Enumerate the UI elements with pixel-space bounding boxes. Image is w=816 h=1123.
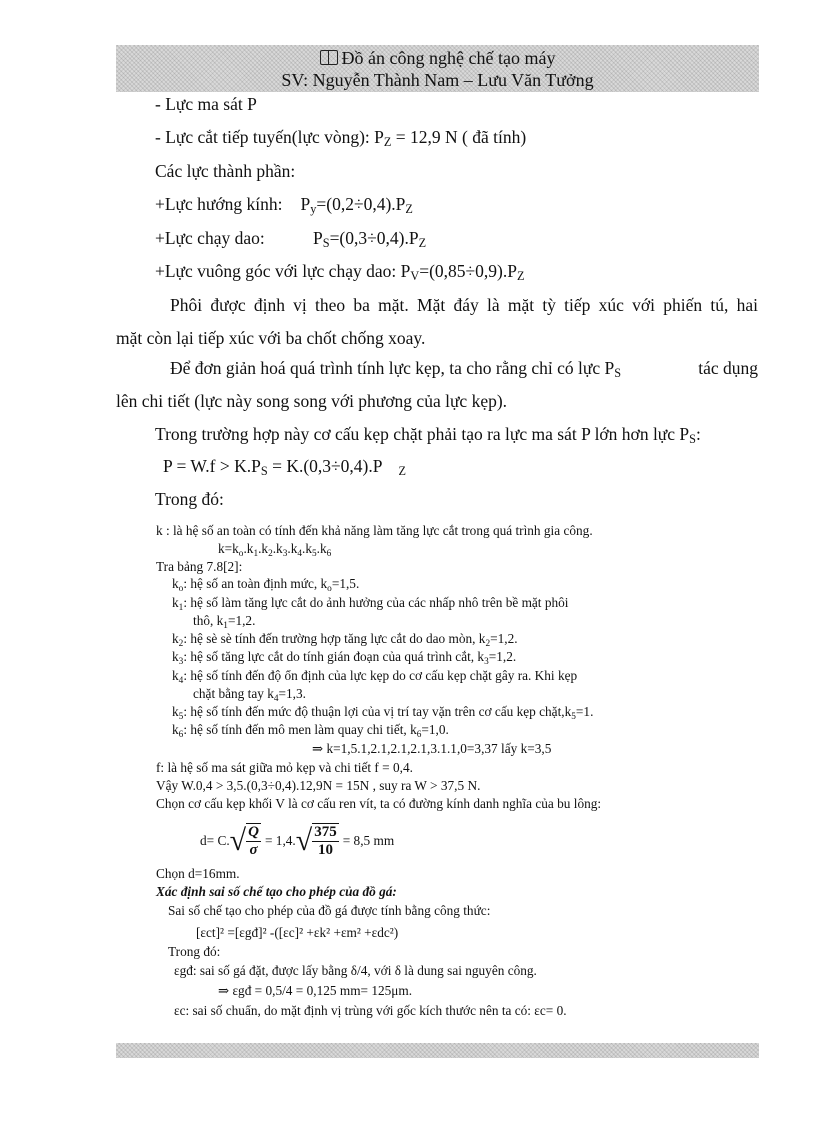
bolt-diameter-equation: d= C. √ $\frac{Q}{\sigma}$ = 1,4. √ $\frac{375}{10}$ = 8,5 mm [200, 824, 395, 858]
paragraph-friction-condition: Trong trường hợp này cơ cấu kẹp chặt phải tạo ra lực ma sát P lớn hơn lực $P_S$: [155, 424, 701, 446]
w-conclusion: Vậy W.0,4 > 3,5.(0,3÷0,4).12,9N = 15N , suy ra W > 37,5 N. [156, 778, 481, 793]
k-formula: $k=k_o.k_1.k_2.k_3.k_4.k_5.k_6$ [218, 541, 332, 559]
k1-line: $k_1$: hệ số làm tăng lực cắt do ảnh hưởng của các nhấp nhô trên bề mặt phôi [172, 595, 569, 613]
diameter-choice: Chọn d=16mm. [156, 866, 240, 881]
line-perpendicular-force: +Lực vuông góc với lực chạy dao: $P_V=(0,85\div 0,9).P_Z$ [155, 261, 525, 283]
where-heading: Trong đó: [155, 489, 224, 509]
egd-value: ⇒ εgđ = 0,5/4 = 0,125 mm= 125μm. [218, 983, 413, 998]
paragraph-clamping-line1: Để đơn giản hoá quá trình tính lực kẹp, ta cho rằng chỉ có lực $P_S$ tác dụng [170, 358, 758, 380]
section-heading-tolerance: Xác định sai số chế tạo cho phép của đồ gá: [156, 884, 397, 899]
k6-line: $k_6$: hệ số tính đến mô men làm quay chi tiết, $k_6=1,0$. [172, 722, 449, 740]
line-tangential-force: - Lực cắt tiếp tuyến(lực vòng): $P_Z = 12,9$ N ( đã tính) [155, 127, 527, 149]
ec-definition: εc: sai số chuẩn, do mặt định vị trùng với gốc kích thước nên ta có: εc= 0. [174, 1003, 567, 1018]
bolt-selection: Chọn cơ cấu kẹp khối V là cơ cấu ren vít, ta có đường kính danh nghĩa của bu lông: [156, 796, 602, 811]
k3-line: $k_3$: hệ số tăng lực cắt do tính gián đoạn của quá trình cắt, $k_3=1,2$. [172, 649, 517, 667]
k-definition: k : là hệ số an toàn có tính đến khả năng làm tăng lực cắt trong quá trình gia công. [156, 523, 593, 538]
paragraph-positioning-line2: mặt còn lại tiếp xúc với ba chốt chống xoay. [116, 328, 426, 348]
document-title: Đồ án công nghệ chế tạo máy [116, 47, 759, 69]
k5-line: $k_5$: hệ số tính đến mức độ thuận lợi của vị trí tay vặn trên cơ cấu kẹp $chặt,k_5=1$. [172, 704, 594, 722]
k0-line: $k_o$: hệ số an toàn định mức, $k_o=1,5$. [172, 576, 360, 594]
student-names: SV: Nguyễn Thành Nam – Lưu Văn Tưởng [281, 70, 594, 90]
paragraph-clamping-line2: lên chi tiết (lực này song song với phương của lực kẹp). [116, 391, 508, 411]
line-components-heading: Các lực thành phần: [155, 161, 296, 181]
page-header [116, 45, 759, 92]
k1-line-cont: thô, $k_1=1,2$. [193, 613, 256, 631]
paragraph-positioning-line1: Phôi được định vị theo ba mặt. Mặt đáy là mặt tỳ tiếp xúc với phiến tú, hai [170, 295, 758, 315]
tolerance-formula: [εct]² =[εgđ]² -([εc]² +εk² +εm² +εdc²) [196, 925, 399, 940]
egd-definition: εgđ: sai số gá đặt, được lấy bằng δ/4, với δ là dung sai nguyên công. [174, 963, 537, 978]
table-reference: Tra bảng 7.8[2]: [156, 559, 243, 574]
k2-line: $k_2$: hệ sè sè tính đến trường hợp tăng lực cắt do dao mòn, $k_2=1,2$. [172, 631, 518, 649]
tolerance-intro: Sai số chế tạo cho phép của đồ gá được tính bằng công thức: [168, 903, 491, 918]
f-definition: f: là hệ số ma sát giữa mỏ kẹp và chi tiết f = 0,4. [156, 760, 413, 775]
page-footer [116, 1043, 759, 1058]
book-icon [320, 50, 338, 65]
equation-clamping-force: $P = W.f > K.P_S = K.(0,3\div 0,4).P$ $_Z$ [163, 456, 406, 478]
line-friction-force: - Lực ma sát P [155, 94, 257, 114]
line-radial-force: +Lực hướng kính: $P_y=(0,2\div 0,4).P_Z$ [155, 194, 413, 216]
k4-line-cont: chặt bằng tay $k_4=1,3$. [193, 686, 306, 704]
line-feed-force: +Lực chạy dao: $P_S=(0,3\div 0,4).P_Z$ [155, 228, 427, 250]
k-result: ⇒ k=1,5.1,2.1,2.1,2.1,3.1.1,0=3,37 lấy k=3,5 [312, 741, 552, 756]
where-heading-2: Trong đó: [168, 944, 221, 959]
k4-line: $k_4$: hệ số tính đến độ ổn định của lực kẹp do cơ cấu kẹp chặt gây ra. Khi kẹp [172, 668, 578, 686]
